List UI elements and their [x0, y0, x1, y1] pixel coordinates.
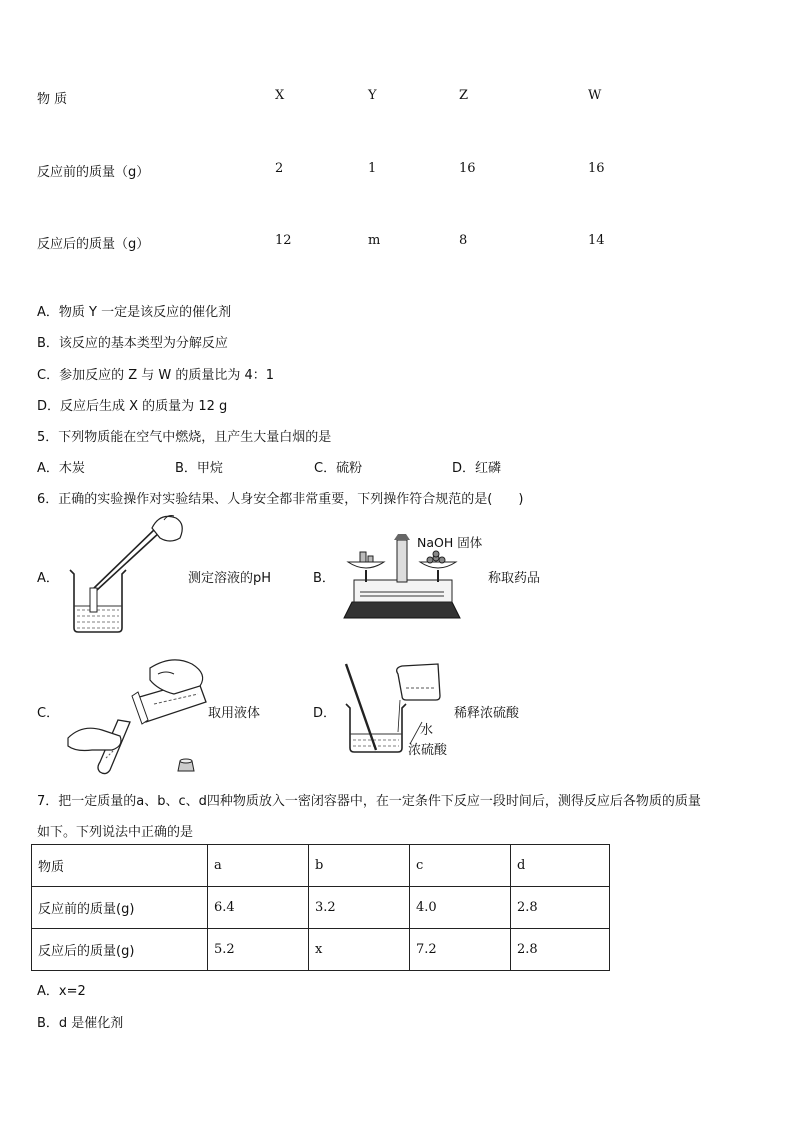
- table1-header-cell: Z: [459, 88, 469, 103]
- table1-cell: 1: [368, 161, 377, 176]
- q7-option-b: B．d 是催化剂: [37, 1016, 124, 1031]
- q7-table-cell: 4.0: [410, 887, 511, 929]
- q7-table-cell: 7.2: [410, 929, 511, 971]
- q5-option: D．红磷: [452, 461, 502, 476]
- q7-table-cell: b: [309, 845, 410, 887]
- q6-stem: 6．正确的实验操作对实验结果、人身安全都非常重要，下列操作符合规范的是( ): [37, 492, 524, 507]
- q7-table-cell: 2.8: [511, 887, 610, 929]
- q7-table-cell: 2.8: [511, 929, 610, 971]
- q7-stem-line2: 如下。下列说法中正确的是: [37, 825, 194, 840]
- table1-cell: 14: [588, 233, 605, 248]
- table1-cell: 12: [275, 233, 292, 248]
- q7-table: [31, 844, 610, 971]
- q6-option-c-letter: C．: [37, 706, 60, 721]
- q7-table-cell: c: [410, 845, 511, 887]
- table1-cell: 8: [459, 233, 468, 248]
- table-row: [32, 845, 610, 887]
- table1-cell: 反应后的质量（g）: [37, 237, 150, 252]
- q6-option-a-letter: A．: [37, 571, 59, 586]
- table1-header-cell: Y: [368, 88, 377, 103]
- q4-option-d: D．反应后生成 X 的质量为 12 g: [37, 399, 228, 414]
- q5-option: A．木炭: [37, 461, 85, 476]
- table1-header-cell: 物 质: [37, 92, 68, 107]
- ph-test-illustration: [60, 510, 190, 635]
- q6-option-d-caption: 稀释浓硫酸: [454, 706, 520, 721]
- q5-stem: 5．下列物质能在空气中燃烧，且产生大量白烟的是: [37, 430, 332, 445]
- q6-option-a-caption: 测定溶液的pH: [188, 571, 272, 586]
- table1-header-cell: W: [588, 88, 602, 103]
- q7-stem-line1: 7．把一定质量的a、b、c、d四种物质放入一密闭容器中，在一定条件下反应一段时间后，测得反应后各物质的质量: [37, 794, 701, 809]
- q4-option-a: A．物质 Y 一定是该反应的催化剂: [37, 305, 232, 320]
- q7-table-cell: 5.2: [208, 929, 309, 971]
- q5-option: B．甲烷: [175, 461, 223, 476]
- q5-option: C．硫粉: [314, 461, 363, 476]
- q7-table-cell: d: [511, 845, 610, 887]
- q7-option-a: A．x=2: [37, 984, 86, 999]
- q7-table-cell: 物质: [32, 845, 208, 887]
- q4-option-c: C．参加反应的 Z 与 W 的质量比为 4：1: [37, 368, 275, 383]
- q7-table-cell: 3.2: [309, 887, 410, 929]
- q7-table-cell: 反应后的质量(g): [32, 929, 208, 971]
- q6-option-d-water-label: 水: [420, 723, 434, 738]
- bottle-stopper-icon: [176, 757, 196, 775]
- q4-option-b: B．该反应的基本类型为分解反应: [37, 336, 228, 351]
- q7-table-cell: a: [208, 845, 309, 887]
- table1-cell: 2: [275, 161, 284, 176]
- table1-cell: 16: [459, 161, 476, 176]
- table-row: [32, 929, 610, 971]
- table-row: [32, 887, 610, 929]
- q6-option-d-letter: D．: [313, 706, 337, 721]
- q6-option-b-caption: 称取药品: [488, 571, 541, 586]
- q6-option-b-letter: B．: [313, 571, 335, 586]
- q6-option-c-caption: 取用液体: [208, 706, 261, 721]
- table1-cell: 16: [588, 161, 605, 176]
- q7-table-cell: 6.4: [208, 887, 309, 929]
- table1-cell: m: [368, 233, 381, 248]
- q6-option-b-label: NaOH 固体: [417, 535, 483, 550]
- table1-header-cell: X: [275, 88, 285, 103]
- q6-option-d-acid-label: 浓硫酸: [408, 743, 448, 758]
- q7-table-cell: 反应前的质量(g): [32, 887, 208, 929]
- table1-cell: 反应前的质量（g）: [37, 165, 150, 180]
- q7-table-cell: x: [309, 929, 410, 971]
